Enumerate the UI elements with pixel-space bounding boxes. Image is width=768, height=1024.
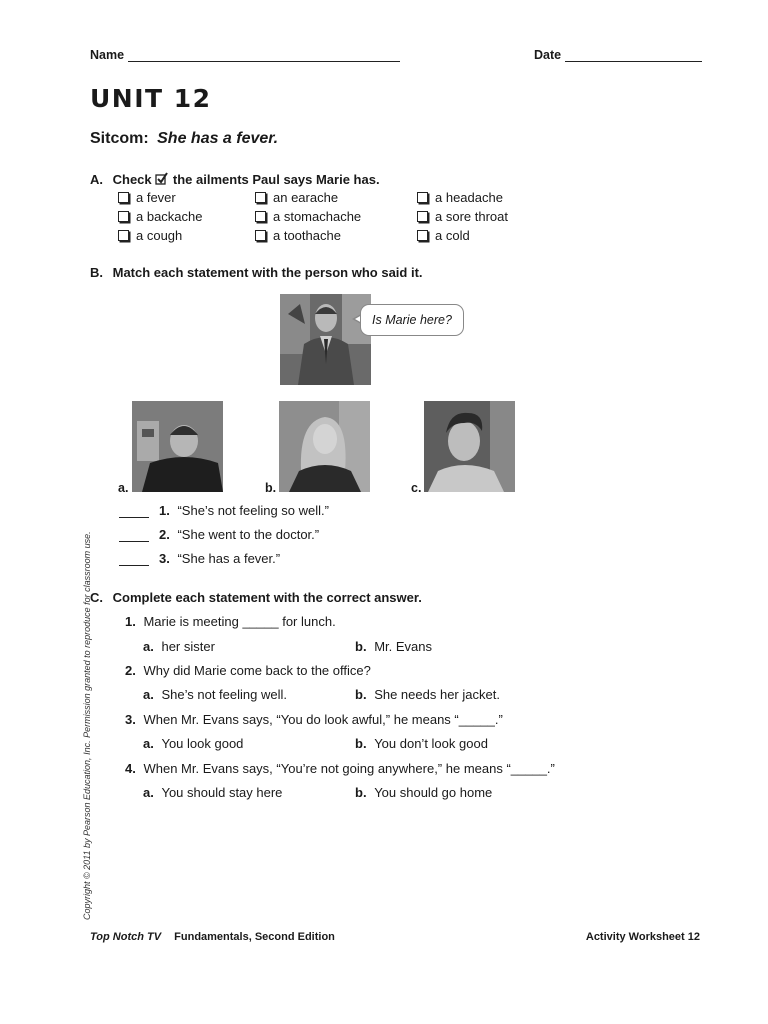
option-label: b.	[355, 687, 367, 702]
question-3	[125, 712, 503, 727]
check-label: a cough	[136, 228, 183, 243]
question-2	[125, 663, 371, 678]
check-item-cold[interactable]	[417, 228, 470, 243]
option-label: a.	[143, 687, 154, 702]
date-label: Date	[534, 48, 562, 62]
option-label: a.	[143, 785, 154, 800]
option-text: She’s not feeling well.	[161, 687, 287, 702]
check-item-sore-throat[interactable]	[417, 209, 508, 224]
question-num: 3.	[125, 712, 136, 727]
section-b-instruction	[90, 265, 423, 280]
question-text: Why did Marie come back to the office?	[143, 663, 371, 678]
section-a-pre: Check	[112, 172, 152, 187]
option-text: Mr. Evans	[374, 639, 432, 654]
statement-num: 3.	[159, 551, 170, 566]
section-c-text: Complete each statement with the correct answer.	[112, 590, 422, 605]
statement-text: “She went to the doctor.”	[177, 527, 320, 542]
photo-c	[424, 401, 515, 492]
footer-left	[90, 931, 335, 943]
option-text: You should stay here	[161, 785, 283, 800]
section-b-text: Match each statement with the person who said it.	[112, 265, 423, 280]
photo-a	[132, 401, 223, 492]
name-line[interactable]	[128, 47, 400, 62]
date-field	[534, 47, 702, 62]
check-label: a fever	[136, 190, 176, 205]
name-label: Name	[90, 48, 125, 62]
section-a-post: the ailments Paul says Marie has.	[172, 172, 380, 187]
question-text: When Mr. Evans says, “You’re not going anywhere,” he means “_____.”	[143, 761, 555, 776]
option-label: b.	[355, 736, 367, 751]
section-a-letter: A.	[90, 172, 103, 187]
statement-3	[119, 551, 280, 566]
checkbox-icon[interactable]	[118, 192, 129, 203]
option-text: her sister	[161, 639, 215, 654]
photo-b	[279, 401, 370, 492]
option-label: a.	[143, 639, 154, 654]
copyright-notice: Copyright © 2011 by Pearson Education, Inc. Permission granted to reproduce for classroom use.	[82, 531, 92, 920]
question-text: When Mr. Evans says, “You do look awful,” he means “_____.”	[143, 712, 503, 727]
statement-num: 1.	[159, 503, 170, 518]
answer-blank[interactable]	[119, 529, 149, 542]
check-item-backache[interactable]	[118, 209, 203, 224]
checkbox-icon[interactable]	[417, 192, 428, 203]
photo-label-c: c.	[411, 481, 422, 495]
q3-option-a[interactable]	[143, 736, 243, 751]
statement-num: 2.	[159, 527, 170, 542]
statement-text: “She’s not feeling so well.”	[177, 503, 329, 518]
question-text: Marie is meeting _____ for lunch.	[143, 614, 336, 629]
sitcom-episode: She has a fever.	[157, 130, 279, 147]
check-label: a backache	[136, 209, 203, 224]
sitcom-label: Sitcom:	[90, 130, 149, 147]
check-label: a cold	[435, 228, 470, 243]
checkbox-icon[interactable]	[417, 230, 428, 241]
q1-option-a[interactable]	[143, 639, 215, 654]
photo-label-b: b.	[265, 481, 277, 495]
checkbox-icon[interactable]	[118, 211, 129, 222]
option-text: You look good	[161, 736, 244, 751]
question-num: 4.	[125, 761, 136, 776]
footer-series: Top Notch TV	[90, 931, 162, 943]
check-label: a toothache	[273, 228, 341, 243]
statement-1	[119, 503, 329, 518]
checkmark-icon	[155, 172, 169, 186]
check-item-toothache[interactable]	[255, 228, 341, 243]
question-4	[125, 761, 555, 776]
photo-paul	[280, 294, 371, 385]
checkbox-icon[interactable]	[118, 230, 129, 241]
section-a-instruction	[90, 172, 380, 187]
question-1	[125, 614, 336, 629]
section-c-letter: C.	[90, 590, 103, 605]
check-item-fever[interactable]	[118, 190, 176, 205]
footer-worksheet: Activity Worksheet 12	[585, 931, 700, 943]
checkbox-icon[interactable]	[255, 192, 266, 203]
q4-option-a[interactable]	[143, 785, 282, 800]
unit-title: UNIT 12	[90, 84, 212, 113]
option-text: She needs her jacket.	[374, 687, 500, 702]
option-text: You don’t look good	[374, 736, 488, 751]
q4-option-b[interactable]	[355, 785, 492, 800]
question-num: 2.	[125, 663, 136, 678]
q3-option-b[interactable]	[355, 736, 488, 751]
option-text: You should go home	[374, 785, 493, 800]
q2-option-a[interactable]	[143, 687, 287, 702]
option-label: b.	[355, 785, 367, 800]
sitcom-heading	[90, 130, 278, 148]
check-label: a stomachache	[273, 209, 362, 224]
check-label: a sore throat	[435, 209, 508, 224]
check-item-cough[interactable]	[118, 228, 182, 243]
question-num: 1.	[125, 614, 136, 629]
checkbox-icon[interactable]	[255, 211, 266, 222]
check-label: an earache	[273, 190, 339, 205]
check-item-headache[interactable]	[417, 190, 503, 205]
check-label: a headache	[435, 190, 503, 205]
check-item-earache[interactable]	[255, 190, 338, 205]
answer-blank[interactable]	[119, 553, 149, 566]
footer-edition: Fundamentals, Second Edition	[174, 931, 335, 943]
check-item-stomachache[interactable]	[255, 209, 361, 224]
statement-text: “She has a fever.”	[177, 551, 281, 566]
option-label: a.	[143, 736, 154, 751]
answer-blank[interactable]	[119, 505, 149, 518]
statement-2	[119, 527, 319, 542]
section-c-instruction	[90, 590, 422, 605]
speech-bubble: Is Marie here?	[360, 304, 464, 336]
q2-option-b[interactable]	[355, 687, 500, 702]
section-b-letter: B.	[90, 265, 103, 280]
checkbox-icon[interactable]	[255, 230, 266, 241]
q1-option-b[interactable]	[355, 639, 432, 654]
option-label: b.	[355, 639, 367, 654]
checkbox-icon[interactable]	[417, 211, 428, 222]
date-line[interactable]	[565, 47, 702, 62]
photo-label-a: a.	[118, 481, 129, 495]
name-field	[90, 47, 400, 62]
